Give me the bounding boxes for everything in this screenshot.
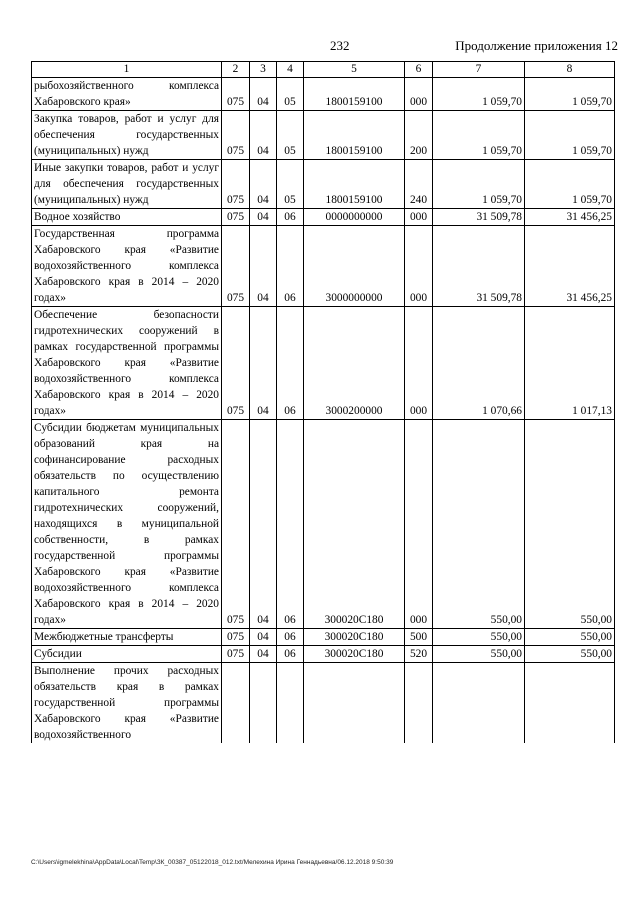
- cell-code-admin: 075: [222, 420, 250, 629]
- table-row: [32, 646, 615, 663]
- cell-code-admin: 075: [222, 226, 250, 307]
- table-row: [32, 663, 615, 744]
- cell-code-subsection: 05: [277, 78, 304, 111]
- cell-code-section: 04: [250, 78, 277, 111]
- cell-amount-col7: 1 059,70: [433, 78, 525, 111]
- cell-code-section: 04: [250, 646, 277, 663]
- cell-code-expense-type: 520: [405, 646, 433, 663]
- table-row: [32, 226, 615, 307]
- cell-amount-col8: 31 456,25: [525, 226, 615, 307]
- column-header: 7: [433, 62, 525, 78]
- column-header: 3: [250, 62, 277, 78]
- column-header: 6: [405, 62, 433, 78]
- cell-code-admin: 075: [222, 160, 250, 209]
- table-row: [32, 111, 615, 160]
- cell-code-admin: 075: [222, 307, 250, 420]
- cell-code-section: [250, 663, 277, 744]
- column-header: 1: [32, 62, 222, 78]
- cell-code-expense-type: 000: [405, 420, 433, 629]
- cell-code-subsection: 06: [277, 226, 304, 307]
- table-row: [32, 420, 615, 629]
- cell-code-target-article: 1800159100: [304, 78, 405, 111]
- cell-code-expense-type: 000: [405, 226, 433, 307]
- cell-code-section: 04: [250, 160, 277, 209]
- cell-code-target-article: 1800159100: [304, 111, 405, 160]
- cell-code-subsection: 05: [277, 111, 304, 160]
- cell-amount-col7: 550,00: [433, 420, 525, 629]
- cell-code-subsection: 06: [277, 209, 304, 226]
- cell-code-target-article: 1800159100: [304, 160, 405, 209]
- budget-table: [31, 61, 615, 743]
- cell-amount-col8: 550,00: [525, 420, 615, 629]
- cell-amount-col7: [433, 663, 525, 744]
- cell-amount-col7: 550,00: [433, 646, 525, 663]
- cell-code-admin: 075: [222, 646, 250, 663]
- row-description: рыбохозяйственного комплекса Хабаровского края»: [32, 78, 222, 111]
- cell-code-subsection: 06: [277, 629, 304, 646]
- row-description: Выполнение прочих расходных обязательств края в рамках государственной программы Хабаровского края «Развитие водохозяйственного: [32, 663, 222, 744]
- cell-code-target-article: 3000200000: [304, 307, 405, 420]
- cell-amount-col8: 550,00: [525, 629, 615, 646]
- cell-code-expense-type: [405, 663, 433, 744]
- cell-code-subsection: 05: [277, 160, 304, 209]
- cell-code-expense-type: 000: [405, 78, 433, 111]
- appendix-continuation-note: Продолжение приложения 12: [455, 38, 618, 53]
- table-row: [32, 629, 615, 646]
- cell-amount-col7: 1 070,66: [433, 307, 525, 420]
- cell-code-section: 04: [250, 226, 277, 307]
- cell-code-subsection: 06: [277, 307, 304, 420]
- cell-code-expense-type: 000: [405, 209, 433, 226]
- cell-code-target-article: 0000000000: [304, 209, 405, 226]
- row-description: Водное хозяйство: [32, 209, 222, 226]
- table-row: [32, 209, 615, 226]
- row-description: Субсидии: [32, 646, 222, 663]
- cell-code-target-article: 300020С180: [304, 629, 405, 646]
- column-header-row: [32, 62, 615, 78]
- cell-code-admin: 075: [222, 111, 250, 160]
- cell-amount-col8: [525, 663, 615, 744]
- cell-code-section: 04: [250, 420, 277, 629]
- cell-amount-col8: 1 059,70: [525, 160, 615, 209]
- cell-code-admin: [222, 663, 250, 744]
- cell-amount-col8: 1 017,13: [525, 307, 615, 420]
- cell-code-target-article: [304, 663, 405, 744]
- cell-code-subsection: [277, 663, 304, 744]
- cell-code-admin: 075: [222, 629, 250, 646]
- cell-code-target-article: 3000000000: [304, 226, 405, 307]
- cell-code-section: 04: [250, 307, 277, 420]
- column-header: 2: [222, 62, 250, 78]
- table-row: [32, 78, 615, 111]
- cell-amount-col8: 1 059,70: [525, 111, 615, 160]
- cell-code-expense-type: 500: [405, 629, 433, 646]
- cell-code-subsection: 06: [277, 646, 304, 663]
- cell-code-admin: 075: [222, 78, 250, 111]
- cell-code-expense-type: 200: [405, 111, 433, 160]
- row-description: Государственная программа Хабаровского края «Развитие водохозяйственного комплекса Хабаровского края в 2014 – 2020 годах»: [32, 226, 222, 307]
- column-header: 5: [304, 62, 405, 78]
- cell-code-section: 04: [250, 111, 277, 160]
- row-description: Иные закупки товаров, работ и услуг для обеспечения государственных (муниципальных) нужд: [32, 160, 222, 209]
- cell-code-section: 04: [250, 209, 277, 226]
- row-description: Закупка товаров, работ и услуг для обеспечения государственных (муниципальных) нужд: [32, 111, 222, 160]
- cell-amount-col8: 1 059,70: [525, 78, 615, 111]
- cell-code-expense-type: 240: [405, 160, 433, 209]
- cell-amount-col7: 1 059,70: [433, 160, 525, 209]
- cell-code-admin: 075: [222, 209, 250, 226]
- cell-amount-col7: 1 059,70: [433, 111, 525, 160]
- row-description: Межбюджетные трансферты: [32, 629, 222, 646]
- row-description: Субсидии бюджетам муниципальных образований края на софинансирование расходных обязательств по осуществлению капитального ремонта гидротехнических сооружений, находящихся в муниципальной собственности, в рамках государственной программы Хабаровского края «Развитие водохозяйственного комплекса Хабаровского края в 2014 – 2020 годах»: [32, 420, 222, 629]
- cell-code-target-article: 300020С180: [304, 420, 405, 629]
- table-row: [32, 160, 615, 209]
- cell-amount-col8: 31 456,25: [525, 209, 615, 226]
- cell-code-subsection: 06: [277, 420, 304, 629]
- cell-amount-col7: 31 509,78: [433, 226, 525, 307]
- column-header: 4: [277, 62, 304, 78]
- cell-amount-col8: 550,00: [525, 646, 615, 663]
- cell-code-section: 04: [250, 629, 277, 646]
- cell-amount-col7: 31 509,78: [433, 209, 525, 226]
- table-row: [32, 307, 615, 420]
- cell-code-expense-type: 000: [405, 307, 433, 420]
- column-header: 8: [525, 62, 615, 78]
- page-number: 232: [330, 38, 350, 53]
- cell-amount-col7: 550,00: [433, 629, 525, 646]
- cell-code-target-article: 300020С180: [304, 646, 405, 663]
- file-path-footer: C:\Users\igmelekhina\AppData\Local\Temp\ЗК_00387_05122018_012.txt/Мелехина Ирина Геннадьевна/06.12.2018 9:50:39: [31, 859, 394, 866]
- row-description: Обеспечение безопасности гидротехнических сооружений в рамках государственной программы Хабаровского края «Развитие водохозяйственного комплекса Хабаровского края в 2014 – 2020 годах»: [32, 307, 222, 420]
